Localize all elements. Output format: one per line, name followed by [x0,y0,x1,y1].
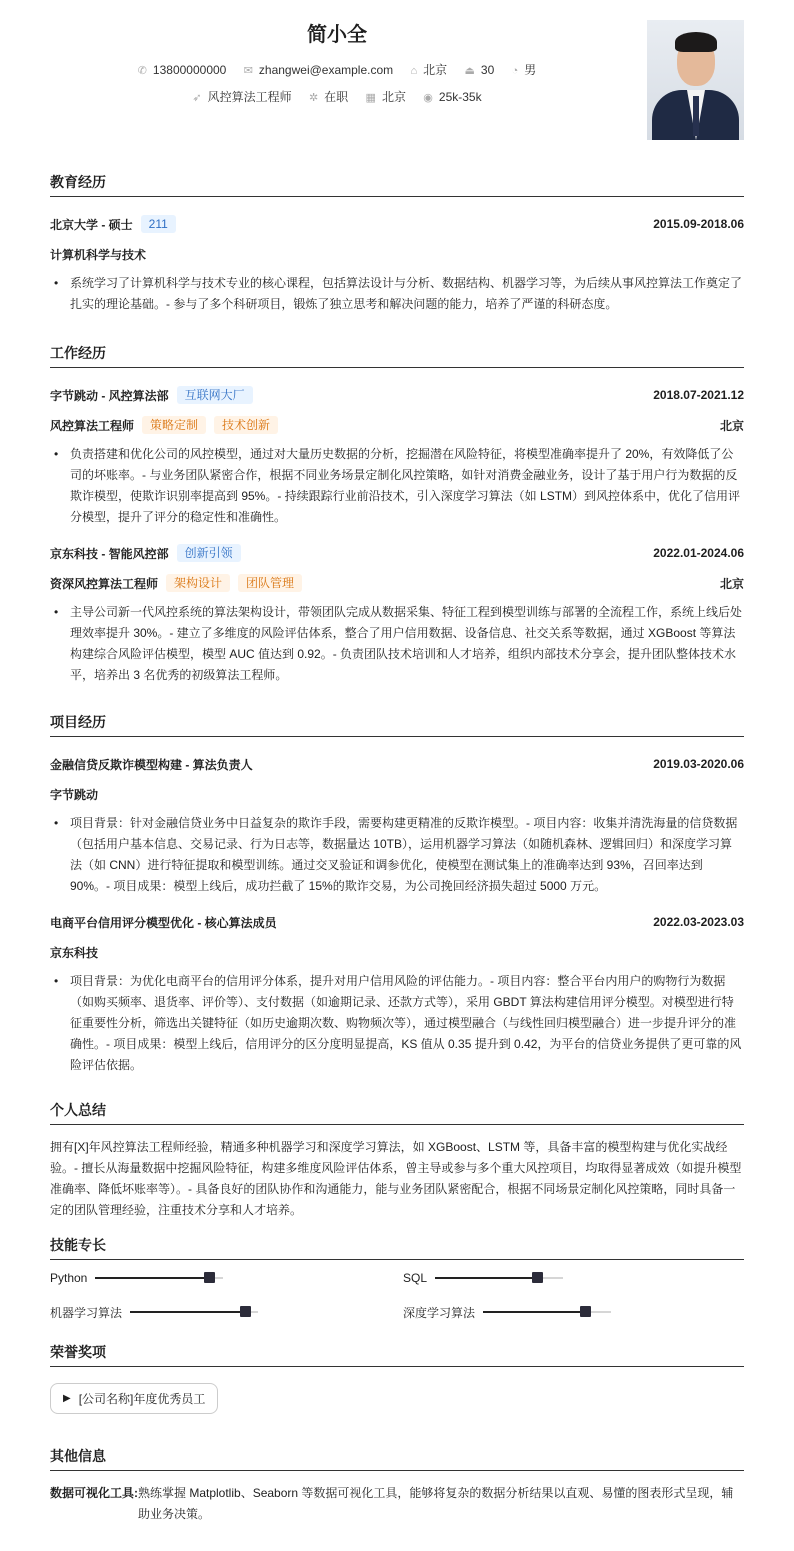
age: 30 [480,63,495,77]
home-icon: ⌂ [410,65,418,77]
skill-level-fill [130,1311,245,1313]
status-icon: ✲ [308,92,319,104]
gender-icon: ◔ [511,65,519,77]
city: 北京 [423,63,448,77]
school-tag: 211 [141,215,176,233]
role-tag: 架构设计 [166,574,230,592]
project-name: 金融信贷反欺诈模型构建 - 算法负责人 [50,757,253,772]
profile-photo [647,20,744,140]
date: 2022.03-2023.03 [653,915,744,929]
role-tag: 策略定制 [142,416,206,434]
skills-section [50,1235,744,1322]
skill-level-slider[interactable] [95,1277,223,1279]
award-label: [公司名称]年度优秀员工 [78,1392,206,1406]
email: zhangwei@example.com [258,63,394,77]
slider-thumb[interactable] [240,1306,251,1317]
award-item[interactable] [50,1383,218,1414]
work-city: 北京 [719,418,744,433]
school: 北京大学 - 硕士 [50,217,133,232]
other-item [50,1483,744,1525]
skill-level-slider[interactable] [130,1311,258,1313]
skill-item [403,1268,744,1288]
send-icon: ➶ [192,92,202,104]
skill-level-slider[interactable] [483,1311,611,1313]
gender: 男 [524,63,537,77]
section-title: 荣誉奖项 [50,1342,744,1367]
target-city: 北京 [381,90,406,104]
contact-info [50,61,624,78]
date: 2015.09-2018.06 [653,217,744,231]
resume-header [50,0,744,150]
skill-item [50,1302,403,1322]
skill-level-fill [435,1277,537,1279]
project-company: 京东科技 [50,945,99,960]
slider-thumb[interactable] [204,1272,215,1283]
summary-section [50,1100,744,1221]
section-title: 个人总结 [50,1100,744,1125]
date: 2019.03-2020.06 [653,757,744,771]
other-text: 熟练掌握 Matplotlib、Seaborn 等数据可视化工具，能够将复杂的数据分析结果以直观、易懂的图表形式呈现，辅助业务决策。 [138,1486,734,1521]
awards-section [50,1342,744,1434]
work-city: 北京 [719,576,744,591]
section-title: 其他信息 [50,1446,744,1471]
section-title: 技能专长 [50,1235,744,1260]
expand-triangle-icon: ▶ [63,1393,71,1404]
education-desc: • 系统学习了计算机科学与技术专业的核心课程，包括算法设计与分析、数据结构、机器学习等，为后续从事风控算法工作奠定了扎实的理论基础。- 参与了多个科研项目，锻炼了独立思考和解决问题的能力，培养了严谨的科研态度。 [50,273,744,315]
role: 资深风控算法工程师 [50,576,159,591]
education-section [50,172,744,315]
company: 京东科技 - 智能风控部 [50,546,169,561]
role-tag: 团队管理 [238,574,302,592]
age-icon: ⏏ [464,65,475,77]
job-intent [50,88,624,105]
phone: 13800000000 [152,63,227,77]
work-item [50,380,744,528]
company-tag: 创新引领 [177,544,241,562]
email-icon: ✉ [243,65,253,77]
skill-name: Python [50,1271,88,1285]
other-section [50,1446,744,1525]
status: 在职 [324,90,349,104]
major: 计算机科学与技术 [50,247,147,262]
salary-icon: ◉ [423,92,433,104]
role: 风控算法工程师 [50,418,135,433]
project-name: 电商平台信用评分模型优化 - 核心算法成员 [50,915,277,930]
skill-level-fill [483,1311,585,1313]
summary-text: 拥有[X]年风控算法工程师经验，精通多种机器学习和深度学习算法，如 XGBoost、LSTM 等，具备丰富的模型构建与优化实战经验。- 擅长从海量数据中挖掘风险特征，构建多维度风险评估体系，曾主导或参与多个重大风控项目，均取得显著成效（如提升模型准确率、降低坏账率等）。- 具备良好的团队协作和沟通能力，能与业务团队紧密配合，根据不同场景定制化风控策略，同时具备一定的团队管理经验，注重技术分享和人才培养。 [50,1140,742,1217]
project-desc: • 项目背景：为优化电商平台的信用评分体系，提升对用户信用风险的评估能力。- 项目内容：整合平台内用户的购物行为数据（如购买频率、退货率、评价等）、支付数据（如逾期记录、还款方式等），采用 GBDT 算法构建信用评分模型。对模型进行特征重要性分析，筛选出关键特征（如历史逾期次数、购物频次等），通过模型融合（与线性回归模型融合）进一步提升评分的准确性。- 项目成果：模型上线后，信用评分的区分度明显提高，KS 值从 0.35 提升到 0.42，为平台的信贷业务提供了更可靠的风险评估依据。 [50,971,744,1076]
date: 2018.07-2021.12 [653,388,744,402]
section-title: 工作经历 [50,343,744,368]
work-section [50,343,744,686]
skill-level-fill [95,1277,209,1279]
skill-item [50,1268,403,1288]
work-desc: • 负责搭建和优化公司的风控模型，通过对大量历史数据的分析，挖掘潜在风险特征，将模型准确率提升了 20%，有效降低了公司的坏账率。- 与业务团队紧密合作，根据不同业务场景定制化风控策略，如针对消费金融业务，设计了基于用户行为数据的反欺诈模型，使欺诈识别率提高到 95%。- 持续跟踪行业前沿技术，引入深度学习算法（如 LSTM）到风控体系中，优化了信用评分模型，提升了评分的稳定性和准确性。 [50,444,744,528]
project-item [50,749,744,897]
candidate-name: 简小全 [307,24,367,46]
project-company: 字节跳动 [50,787,99,802]
slider-thumb[interactable] [532,1272,543,1283]
project-desc: • 项目背景：针对金融信贷业务中日益复杂的欺诈手段，需要构建更精准的反欺诈模型。- 项目内容：收集并清洗海量的信贷数据（包括用户基本信息、交易记录、行为日志等，数据量达 10TB），运用机器学习算法（如随机森林、逻辑回归）和深度学习算法（如 CNN）进行特征提取和模型训练。通过交叉验证和调参优化，使模型在测试集上的准确率达到 93%，召回率达到 90%。- 项目成果：模型上线后，成功拦截了 15%的欺诈交易，为公司挽回经济损失超过 5000 万元。 [50,813,744,897]
section-title: 项目经历 [50,712,744,737]
work-desc: • 主导公司新一代风控系统的算法架构设计，带领团队完成从数据采集、特征工程到模型训练与部署的全流程工作，系统上线后处理效率提升 30%。- 建立了多维度的风险评估体系，整合了用户信用数据、设备信息、社交关系等数据，通过 XGBoost 等算法构建综合风险评估模型，模型 AUC 值达到 0.92。- 负责团队技术培训和人才培养，组织内部技术分享会，提升团队整体技术水平，培养出 3 名优秀的初级算法工程师。 [50,602,744,686]
salary: 25k-35k [438,90,482,104]
position: 风控算法工程师 [207,90,292,104]
skill-name: 机器学习算法 [50,1305,123,1320]
other-label: 数据可视化工具: [50,1486,138,1500]
projects-section [50,712,744,1076]
company: 字节跳动 - 风控算法部 [50,388,169,403]
skill-name: SQL [403,1271,428,1285]
slider-thumb[interactable] [580,1306,591,1317]
skill-name: 深度学习算法 [403,1305,476,1320]
skill-item [403,1302,744,1322]
phone-icon: ✆ [137,65,147,77]
project-item [50,907,744,1076]
skill-level-slider[interactable] [435,1277,563,1279]
work-item [50,538,744,686]
date: 2022.01-2024.06 [653,546,744,560]
company-tag: 互联网大厂 [177,386,253,404]
section-title: 教育经历 [50,172,744,197]
role-tag: 技术创新 [214,416,278,434]
building-icon: ▦ [365,92,376,104]
